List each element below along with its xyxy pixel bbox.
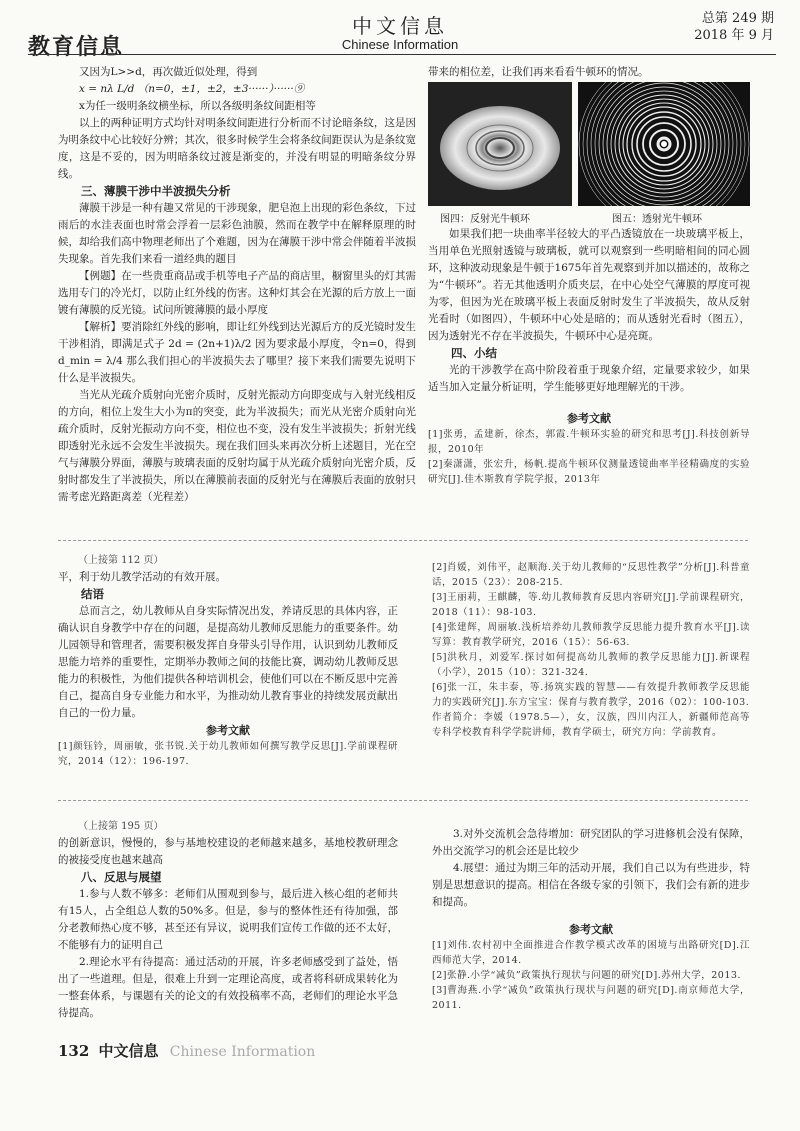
reference-item: [3]王丽莉，王麒麟，等.幼儿教师教育反思内容研究[J].学前课程研究，2018（11）：98-103.: [432, 592, 750, 618]
section-divider: [58, 800, 748, 801]
paragraph: 又因为L>>d，再次做近似处理，得到: [79, 66, 258, 78]
reference-item: [1]颜钰钤，周丽敏，张书锐.关于幼儿教师如何撰写教学反思[J].学前课程研究，2014（12）：196-197.: [58, 741, 398, 767]
paragraph: 4.展望：通过为期三年的活动开展，我们自己以为有些进步，特别是思想意识的提高。相信在各级专家的引领下，我们会有新的进步和提高。: [432, 862, 750, 908]
article-column-top-right-text: [428, 226, 750, 487]
equation: x = nλ L/d （n=0，±1，±2，±3······）······⑨: [79, 83, 305, 95]
reference-item: [4]张建辉，周丽敏.浅析培养幼儿教师教学反思能力提升教育水平[J].读写算：教育教学研究，2016（15）：56-63.: [432, 622, 750, 648]
article-column-mid-left: [58, 552, 398, 769]
paragraph: 当光从光疏介质射向光密介质时，反射光振动方向即变成与入射光线相反的方向，相位上发生大小为π的突变，此为半波损失；而光从光密介质射向光疏介质时，反射光振动方向不变，相位也不变，没有发生半波损失；折射光线即透射光永远不会发生半波损失。现在我们回头来再次分析上述题目，光在空气与薄膜分界面，薄膜与玻璃表面的反射均属于从光疏介质射向光密介质，反射时都发生了半波损失，所以在薄膜前表面的反射光与在薄膜后表面的放射只需考虑光路距离差（光程差）: [58, 389, 416, 503]
continued-note: （上接第 195 页）: [78, 821, 164, 832]
paragraph: 带来的相位差，让我们再来看看牛顿环的情况。: [428, 66, 649, 78]
journal-masthead: [0, 10, 800, 52]
paragraph: 以上的两种证明方式均针对明条纹间距进行分析而不讨论暗条纹，这是因为明条纹中心比较好分辨；其次，很多时候学生会将条纹间距误认为是条纹宽度，这是不妥的，因为明暗条纹过渡是渐变的，并没有明显的明暗条纹分界线。: [58, 117, 416, 180]
paragraph: 总而言之，幼儿教师从自身实际情况出发，养请反思的具体内容，正确认识自身教学中存在的问题，是提高幼儿教师反思能力的重要条件。幼儿园领导和管理者，需要积极发挥自身带头引导作用，认识到幼儿教师反思能力培养的重要性，定期举办教师之间的技能比赛，调动幼儿教师反思能力的积极性，为他们提供各种培训机会，使他们可以在不断反思中完善自己，提高自身专业能力和水平，为推动幼儿教育事业的持续发展贡献出自己的一份力量。: [58, 605, 398, 719]
reference-item: [2]肖媛，刘伟平，赵顺海.关于幼儿教师的“反思性教学”分析[J].科普童话，2015（23）：208-215.: [432, 562, 750, 588]
section-heading: 三、薄膜干涉中半波损失分析: [81, 184, 231, 198]
article-column-top-right: [428, 64, 750, 81]
references-title: 参考文献: [569, 923, 613, 936]
paragraph: 光的干涉教学在高中阶段着重于现象介绍，定量要求较少，如果适当加入定量分析证明，学生能够更好地理解光的干涉。: [428, 364, 750, 393]
reference-item: [3]曹海燕.小学“减负”政策执行现状与问题的研究[D].南京师范大学，2011.: [432, 985, 750, 1011]
article-column-bottom-right: [432, 826, 750, 1013]
issue-date: 2018 年 9 月: [694, 28, 774, 43]
section-heading: 结语: [81, 587, 104, 601]
paragraph: 如果我们把一块曲率半径较大的平凸透镜放在一块玻璃平板上，当用单色光照射透镜与玻璃板，就可以观察到一些明暗相间的同心圆环，这种波动现象是牛顿于1675年首先观察到并加以描述的，故称之为“牛顿环”。若无其他透明介质夹层，在中心处空气薄膜的厚度可视为零，但因为光在玻璃平板上表面反射时发生了半波损失，故从反射光看时（如图四），牛顿环中心处是暗的；而从透射光看时（图五），因为透射光不存在半波损失，牛顿环中心是亮斑。: [428, 228, 750, 342]
paragraph: 1.参与人数不够多：老师们从围观到参与，最后进入核心组的老师共有15人，占全组总人数的50%多。但是，参与的整体性还有待加强，部分老教师热心度不够，甚至还有异议，说明我们宣传工作做的还不太好，不能够有力的证明自己: [58, 888, 398, 951]
author-bio: 作者简介：李媛（1978.5—），女，汉族，四川内江人，新疆师范高等专科学校教育科学学院讲师，教育学硕士，研究方向：学前教育。: [432, 712, 750, 738]
paragraph: 3.对外交流机会急待增加：研究团队的学习进修机会没有保障，外出交流学习的机会还是比较少: [432, 828, 750, 857]
example-paragraph: 【例题】在一些贵重商品或手机等电子产品的商店里，橱窗里头的灯其需选用专门的冷光灯，以防止红外线的伤害。这种灯其会在光源的后方放上一面镀有薄膜的反光镜。试问所镀薄膜的最小厚度: [58, 270, 416, 316]
page-footer: [58, 1040, 315, 1061]
references-title: 参考文献: [206, 724, 250, 737]
issue-number: 总第 249 期: [701, 11, 774, 26]
paragraph: 的创新意识，慢慢的，参与基地校建设的老师越来越多，基地校教研理念的被接受度也越来越高: [58, 837, 398, 866]
paragraph: 2.理论水平有待提高：通过活动的开展，许多老师感受到了益处，悟出了一些道理。但是，很难上升到一定理论高度，或者将科研成果转化为一整套体系，与课题有关的论文的有效投稿率不高，老师们的理论水平急待提高。: [58, 956, 398, 1019]
article-column-mid-right: [432, 560, 750, 740]
newton-rings-reflected-image: [428, 82, 572, 206]
section-heading: 八、反思与展望: [81, 870, 162, 884]
reference-item: [1]刘伟.农村初中全面推进合作教学模式改革的困境与出路研究[D].江西师范大学，2014.: [432, 940, 750, 966]
newton-rings-transmitted-image: [578, 82, 750, 206]
paragraph: x为任一级明条纹横坐标，所以各级明条纹间距相等: [79, 100, 316, 112]
paragraph: 薄膜干涉是一种有趣又常见的干涉现象，肥皂泡上出现的彩色条纹，下过雨后的水洼表面也时常会浮着一层彩色油膜，然而在教学中在解释原理的时候，却给我们高中物理老师出了个难题，因为在薄膜干涉中常会伴随着半波损失现象。首先我们来看一道经典的题目: [58, 202, 416, 265]
analysis-paragraph: 【解析】要消除红外线的影响，即让红外线到达光源后方的反光镜时发生干涉相消，即满足式子 2d = (2n+1)λ/2 因为要求最小厚度，令n=0，得到 d_min = λ/4 那么我们担心的半波损失去了哪里？接下来我们需要先说明下什么是半波损失。: [58, 321, 416, 384]
section-heading: 四、小结: [451, 346, 497, 360]
journal-name-en: Chinese Information: [341, 37, 459, 52]
page-number: 132: [58, 1042, 90, 1060]
reference-item: [5]洪秋月，刘爱军.探讨如何提高幼儿教师的教学反思能力[J].新课程（小学），2015（10）：321-324.: [432, 652, 750, 678]
article-column-top-left: [58, 64, 416, 506]
article-column-bottom-left: [58, 818, 398, 1022]
footer-journal-cn: 中文信息: [98, 1042, 159, 1060]
reference-item: [2]秦潇潇，张宏升，杨帆.提高牛顿环仪测量透镜曲率半径精确度的实验研究[J].佳木斯教育学院学报，2013年: [428, 459, 750, 485]
paragraph: 平，利于幼儿教学活动的有效开展。: [58, 571, 226, 583]
figure-caption-4: 图四：反射光牛顿环: [440, 214, 530, 225]
footer-journal-en: Chinese Information: [169, 1044, 316, 1060]
references-title: 参考文献: [567, 412, 611, 425]
figure-caption-5: 图五：透射光牛顿环: [612, 214, 702, 225]
section-title: 教育信息: [28, 34, 125, 60]
header-rule: [28, 54, 776, 55]
reference-item: [1]张勇，孟建新，徐杰，郭霞.牛顿环实验的研究和思考[J].科技创新导报，2010年: [428, 429, 750, 455]
reference-item: [6]张一江，朱丰泰，等.扬筑实践的智慧——有效提升教师教学反思能力的实践研究[J].东方宝宝：保育与教育教学，2016（02）：100-103.: [432, 682, 750, 708]
reference-item: [2]张静.小学“减负”政策执行现状与问题的研究[D].苏州大学，2013.: [432, 970, 741, 981]
continued-note: （上接第 112 页）: [78, 555, 164, 566]
journal-name-cn: 中文信息: [352, 14, 448, 38]
issue-info: [694, 10, 774, 44]
section-divider: [58, 540, 748, 541]
